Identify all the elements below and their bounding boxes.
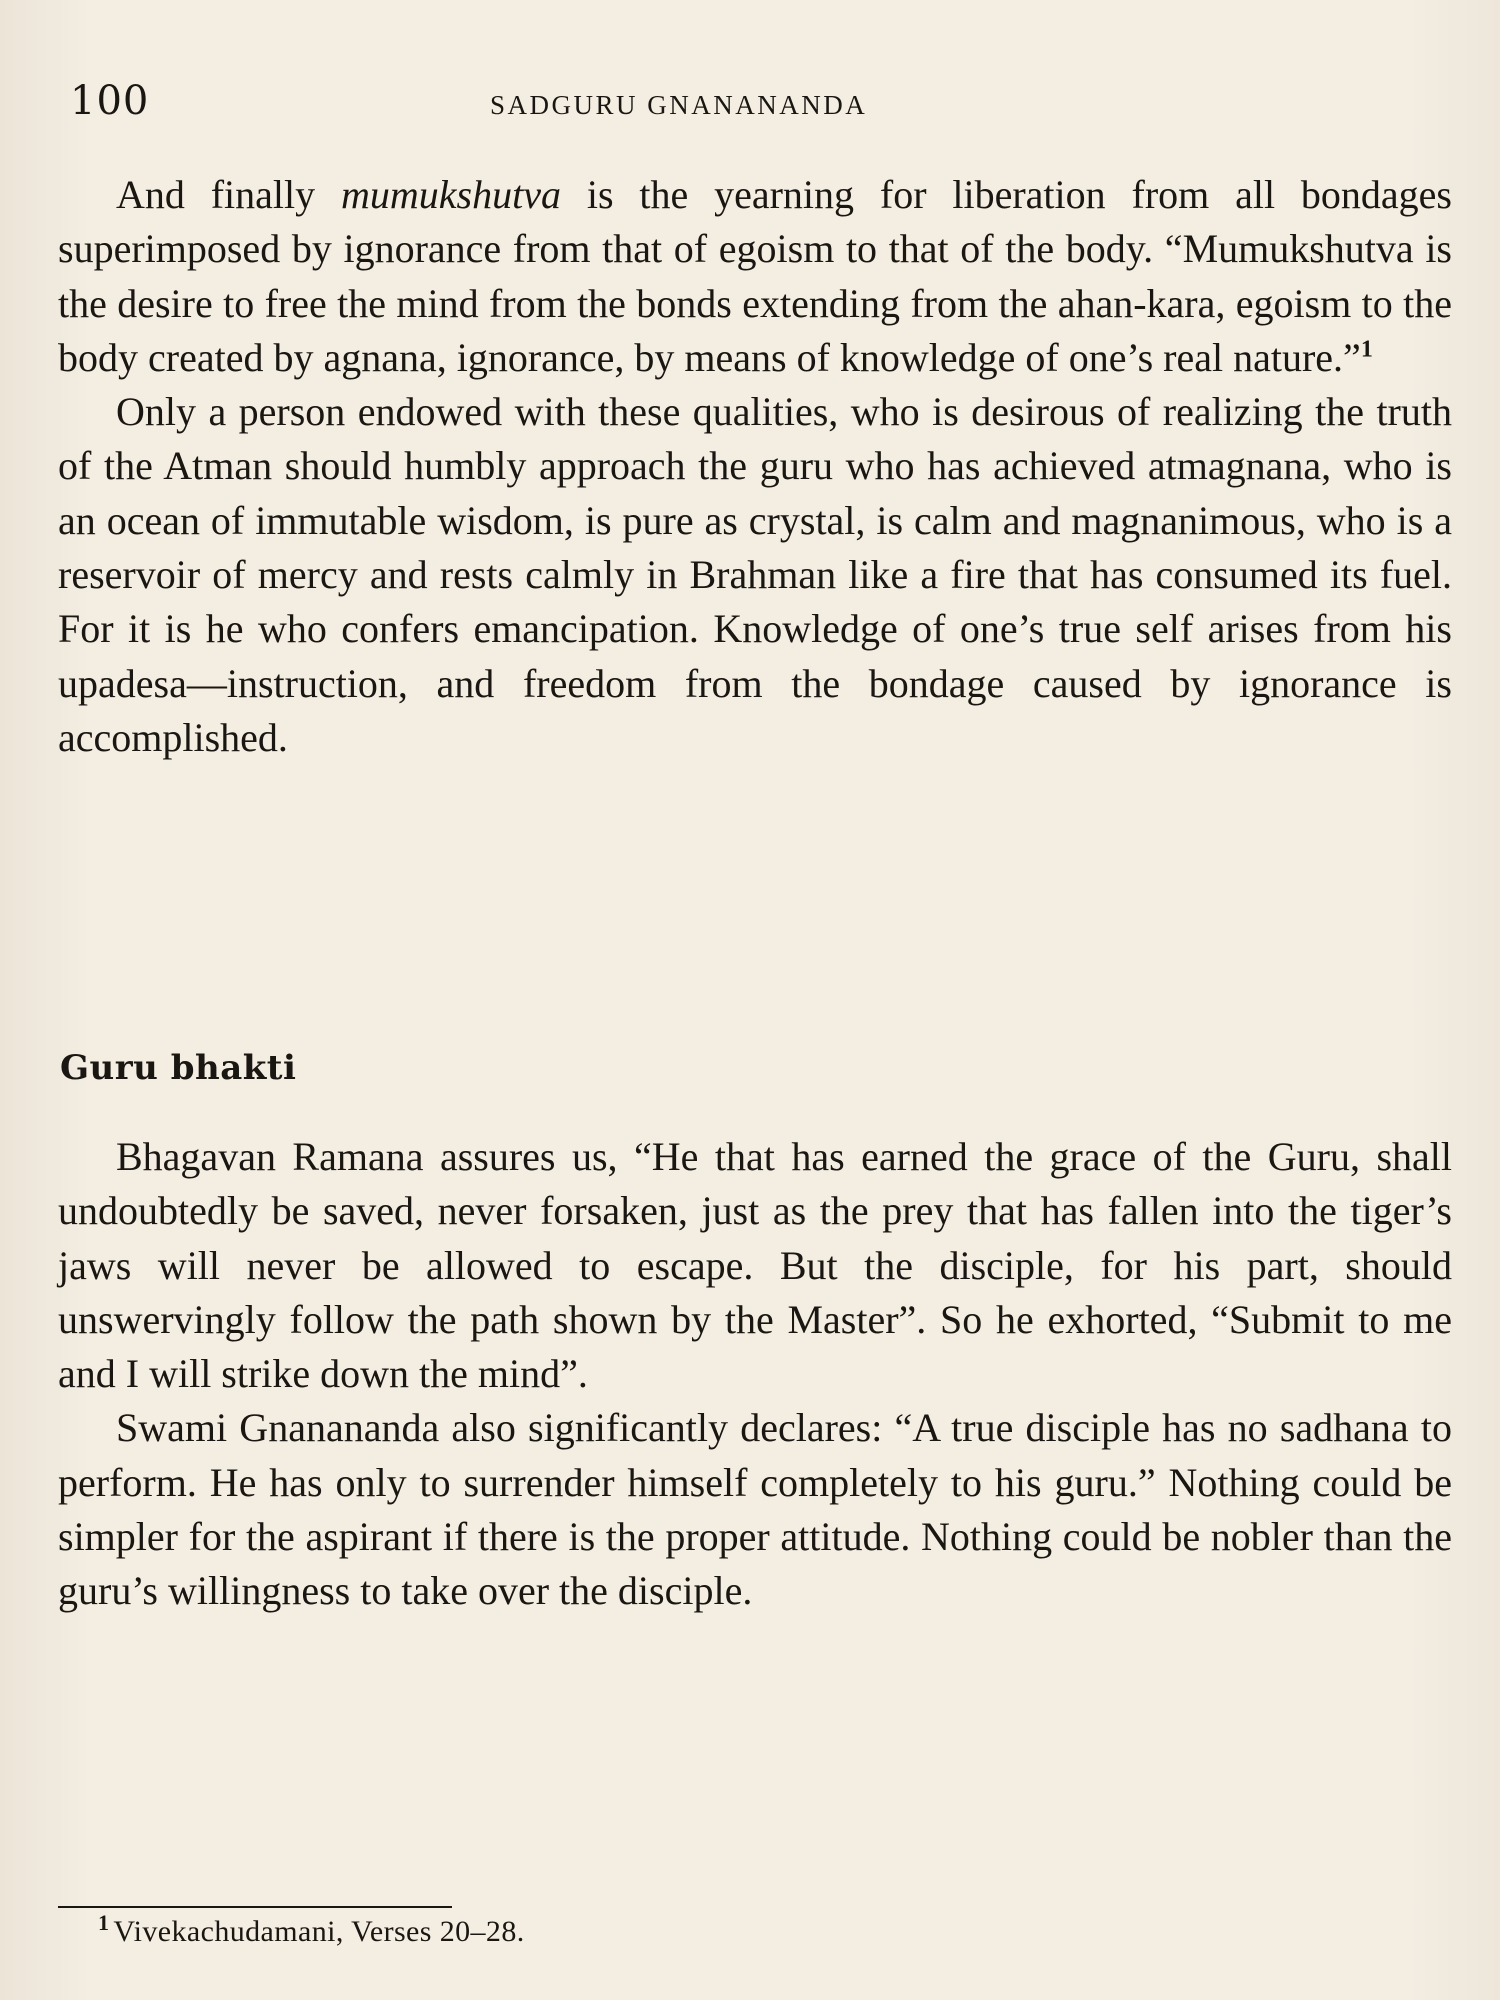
body-text-top xyxy=(58,168,1452,765)
paragraph-gnanananda: Swami Gnanananda also significantly declares: “A true disciple has no sadhana to perform. He has only to surrender himself completely to his guru.” Nothing could be simpler for the aspirant if there is the proper attitude. Nothing could be nobler than the guru’s willingness to take over the disciple. xyxy=(58,1405,1452,1614)
paragraph-mumukshutva xyxy=(58,168,1452,385)
running-title: SADGURU GNANANANDA xyxy=(490,90,868,120)
footnote-text: Vivekachudamani, Verses 20–28. xyxy=(113,1915,525,1948)
footnote-divider xyxy=(58,1906,452,1908)
section-heading: Guru bhakti xyxy=(60,1048,297,1088)
footnote-mark: 1 xyxy=(98,1910,110,1935)
paragraph-qualities: Only a person endowed with these qualities, who is desirous of realizing the truth of the Atman should humbly approach the guru who has achieved atmagnana, who is an ocean of immutable wisdom, is pure as crystal, is calm and magnanimous, who is a reservoir of mercy and rests calmly in Brahman like a fire that has consumed its fuel. For it is he who confers emancipation. Knowledge of one’s true self arises from his upadesa—instruction, and freedom from the bondage caused by ignorance is accomplished. xyxy=(58,389,1452,760)
body-text-bottom xyxy=(58,1130,1452,1619)
paragraph-ramana: Bhagavan Ramana assures us, “He that has earned the grace of the Guru, shall undoubtedly be saved, never forsaken, just as the prey that has fallen into the tiger’s jaws will never be allowed to escape. But the disciple, for his part, should unswervingly follow the path shown by the Master”. So he exhorted, “Submit to me and I will strike down the mind”. xyxy=(58,1134,1452,1397)
paragraph-text: is the yearning for liberation from all bondages superimposed by ignorance from that of egoism to that of the body. “Mumukshutva is the desire to free the mind from the bonds extending from the ahan-kara, egoism to the body created by agnana, ignorance, by means of knowledge of one’s real nature.” xyxy=(58,172,1453,380)
page-number: 100 xyxy=(70,78,150,124)
paragraph-text: And finally xyxy=(116,172,342,217)
page-header xyxy=(70,78,1450,138)
footnote-reference: 1 xyxy=(1360,336,1373,363)
italic-term: mumukshutva xyxy=(341,172,561,217)
footnote xyxy=(98,1910,525,1949)
